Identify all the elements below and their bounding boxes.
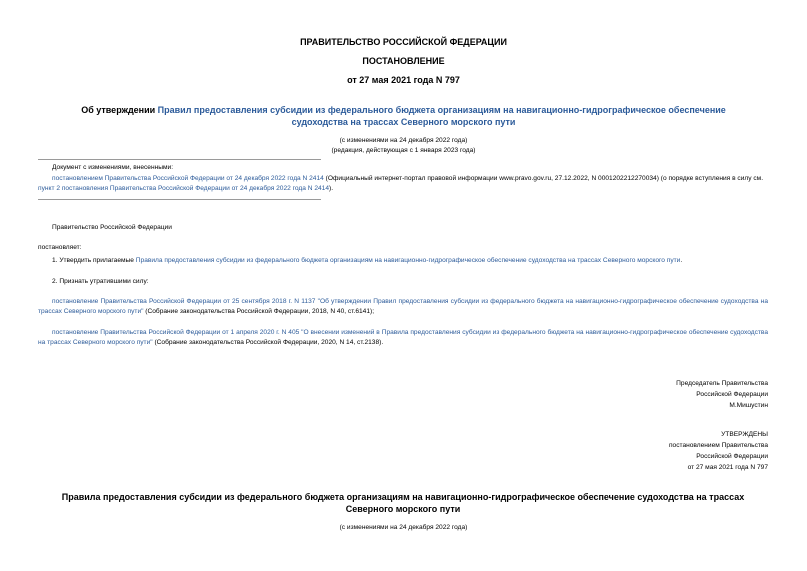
- amendment-source: (Официальный интернет-портал правовой информации www.pravo.gov.ru, 27.12.2022, N 0001202212270034) (о порядке вступления в силу см.: [323, 175, 764, 182]
- repeal-1-source: (Собрание законодательства Российской Федерации, 2018, N 40, ст.6141);: [143, 308, 375, 315]
- changes-paragraph: [38, 174, 768, 194]
- approved-line-3: Российской Федерации: [696, 453, 768, 460]
- repeal-2-source: (Собрание законодательства Российской Федерации, 2020, N 14, ст.2138).: [152, 339, 384, 346]
- item-1-prefix: 1. Утвердить прилагаемые: [52, 257, 136, 264]
- repeal-2-link[interactable]: постановление Правительства Российской Федерации от 1 апреля 2020 г. N 405 "О внесении изменений в Правила предоставления субсидии из федерального бюджета на навигационно-гидрографическое обеспечение судоходства на трассах Северного морского пути": [38, 329, 768, 346]
- edition-version: (редакция, действующая с 1 января 2023 года): [331, 147, 476, 154]
- signature-line-1: Председатель Правительства: [676, 380, 768, 387]
- rules-title-link[interactable]: Правил предоставления субсидии из федерального бюджета организациям на навигационно-гидрографическое обеспечение судоходства на трассах Северного морского пути: [157, 105, 726, 127]
- rules-title: Правила предоставления субсидии из федерального бюджета организациям на навигационно-гидрографическое обеспечение судоходства на трассах Северного морского пути: [61, 492, 745, 514]
- item-1-rules-link[interactable]: Правила предоставления субсидии из федерального бюджета организациям на навигационно-гидрографическое обеспечение судоходства на трассах Северного морского пути: [135, 257, 681, 264]
- issuer-heading: ПРАВИТЕЛЬСТВО РОССИЙСКОЙ ФЕДЕРАЦИИ: [300, 37, 507, 47]
- item-1: [52, 256, 768, 266]
- rules-changes: (с изменениями на 24 декабря 2022 года): [339, 524, 468, 531]
- title-prefix: Об утверждении: [81, 105, 158, 115]
- government-line: Правительство Российской Федерации: [52, 224, 172, 231]
- edition-changes: (с изменениями на 24 декабря 2022 года): [339, 137, 468, 144]
- repeal-2: [38, 328, 768, 348]
- signature-name: М.Мишустин: [729, 402, 768, 409]
- approved-line-4: от 27 мая 2021 года N 797: [687, 464, 768, 471]
- repeal-1: [38, 297, 768, 317]
- item-2: 2. Признать утратившими силу:: [52, 278, 149, 285]
- amendment-link[interactable]: постановлением Правительства Российской Федерации от 24 декабря 2022 года N 2414: [52, 175, 324, 182]
- approved-line-1: УТВЕРЖДЕНЫ: [721, 431, 768, 438]
- divider-top: [38, 159, 321, 160]
- signature-line-2: Российской Федерации: [696, 391, 768, 398]
- document-title: [70, 104, 737, 128]
- amendment-tail: ).: [329, 185, 334, 192]
- changes-heading: Документ с изменениями, внесенными:: [52, 164, 174, 171]
- approved-line-2: постановлением Правительства: [668, 442, 768, 449]
- doc-type-heading: ПОСТАНОВЛЕНИЕ: [362, 56, 445, 66]
- repeal-1-link[interactable]: постановление Правительства Российской Федерации от 25 сентября 2018 г. N 1137 "Об утверждении Правил предоставления субсидии из федерального бюджета на навигационно-гидрографическое обеспечение судоходства на трассах Северного морского пути": [38, 298, 768, 315]
- divider-bottom: [38, 199, 321, 200]
- decides-line: постановляет:: [38, 244, 82, 251]
- item-1-suffix: .: [680, 257, 683, 264]
- entry-into-force-link[interactable]: пункт 2 постановления Правительства Российской Федерации от 24 декабря 2022 года N 2414: [38, 185, 329, 192]
- doc-date-line: от 27 мая 2021 года N 797: [347, 75, 460, 85]
